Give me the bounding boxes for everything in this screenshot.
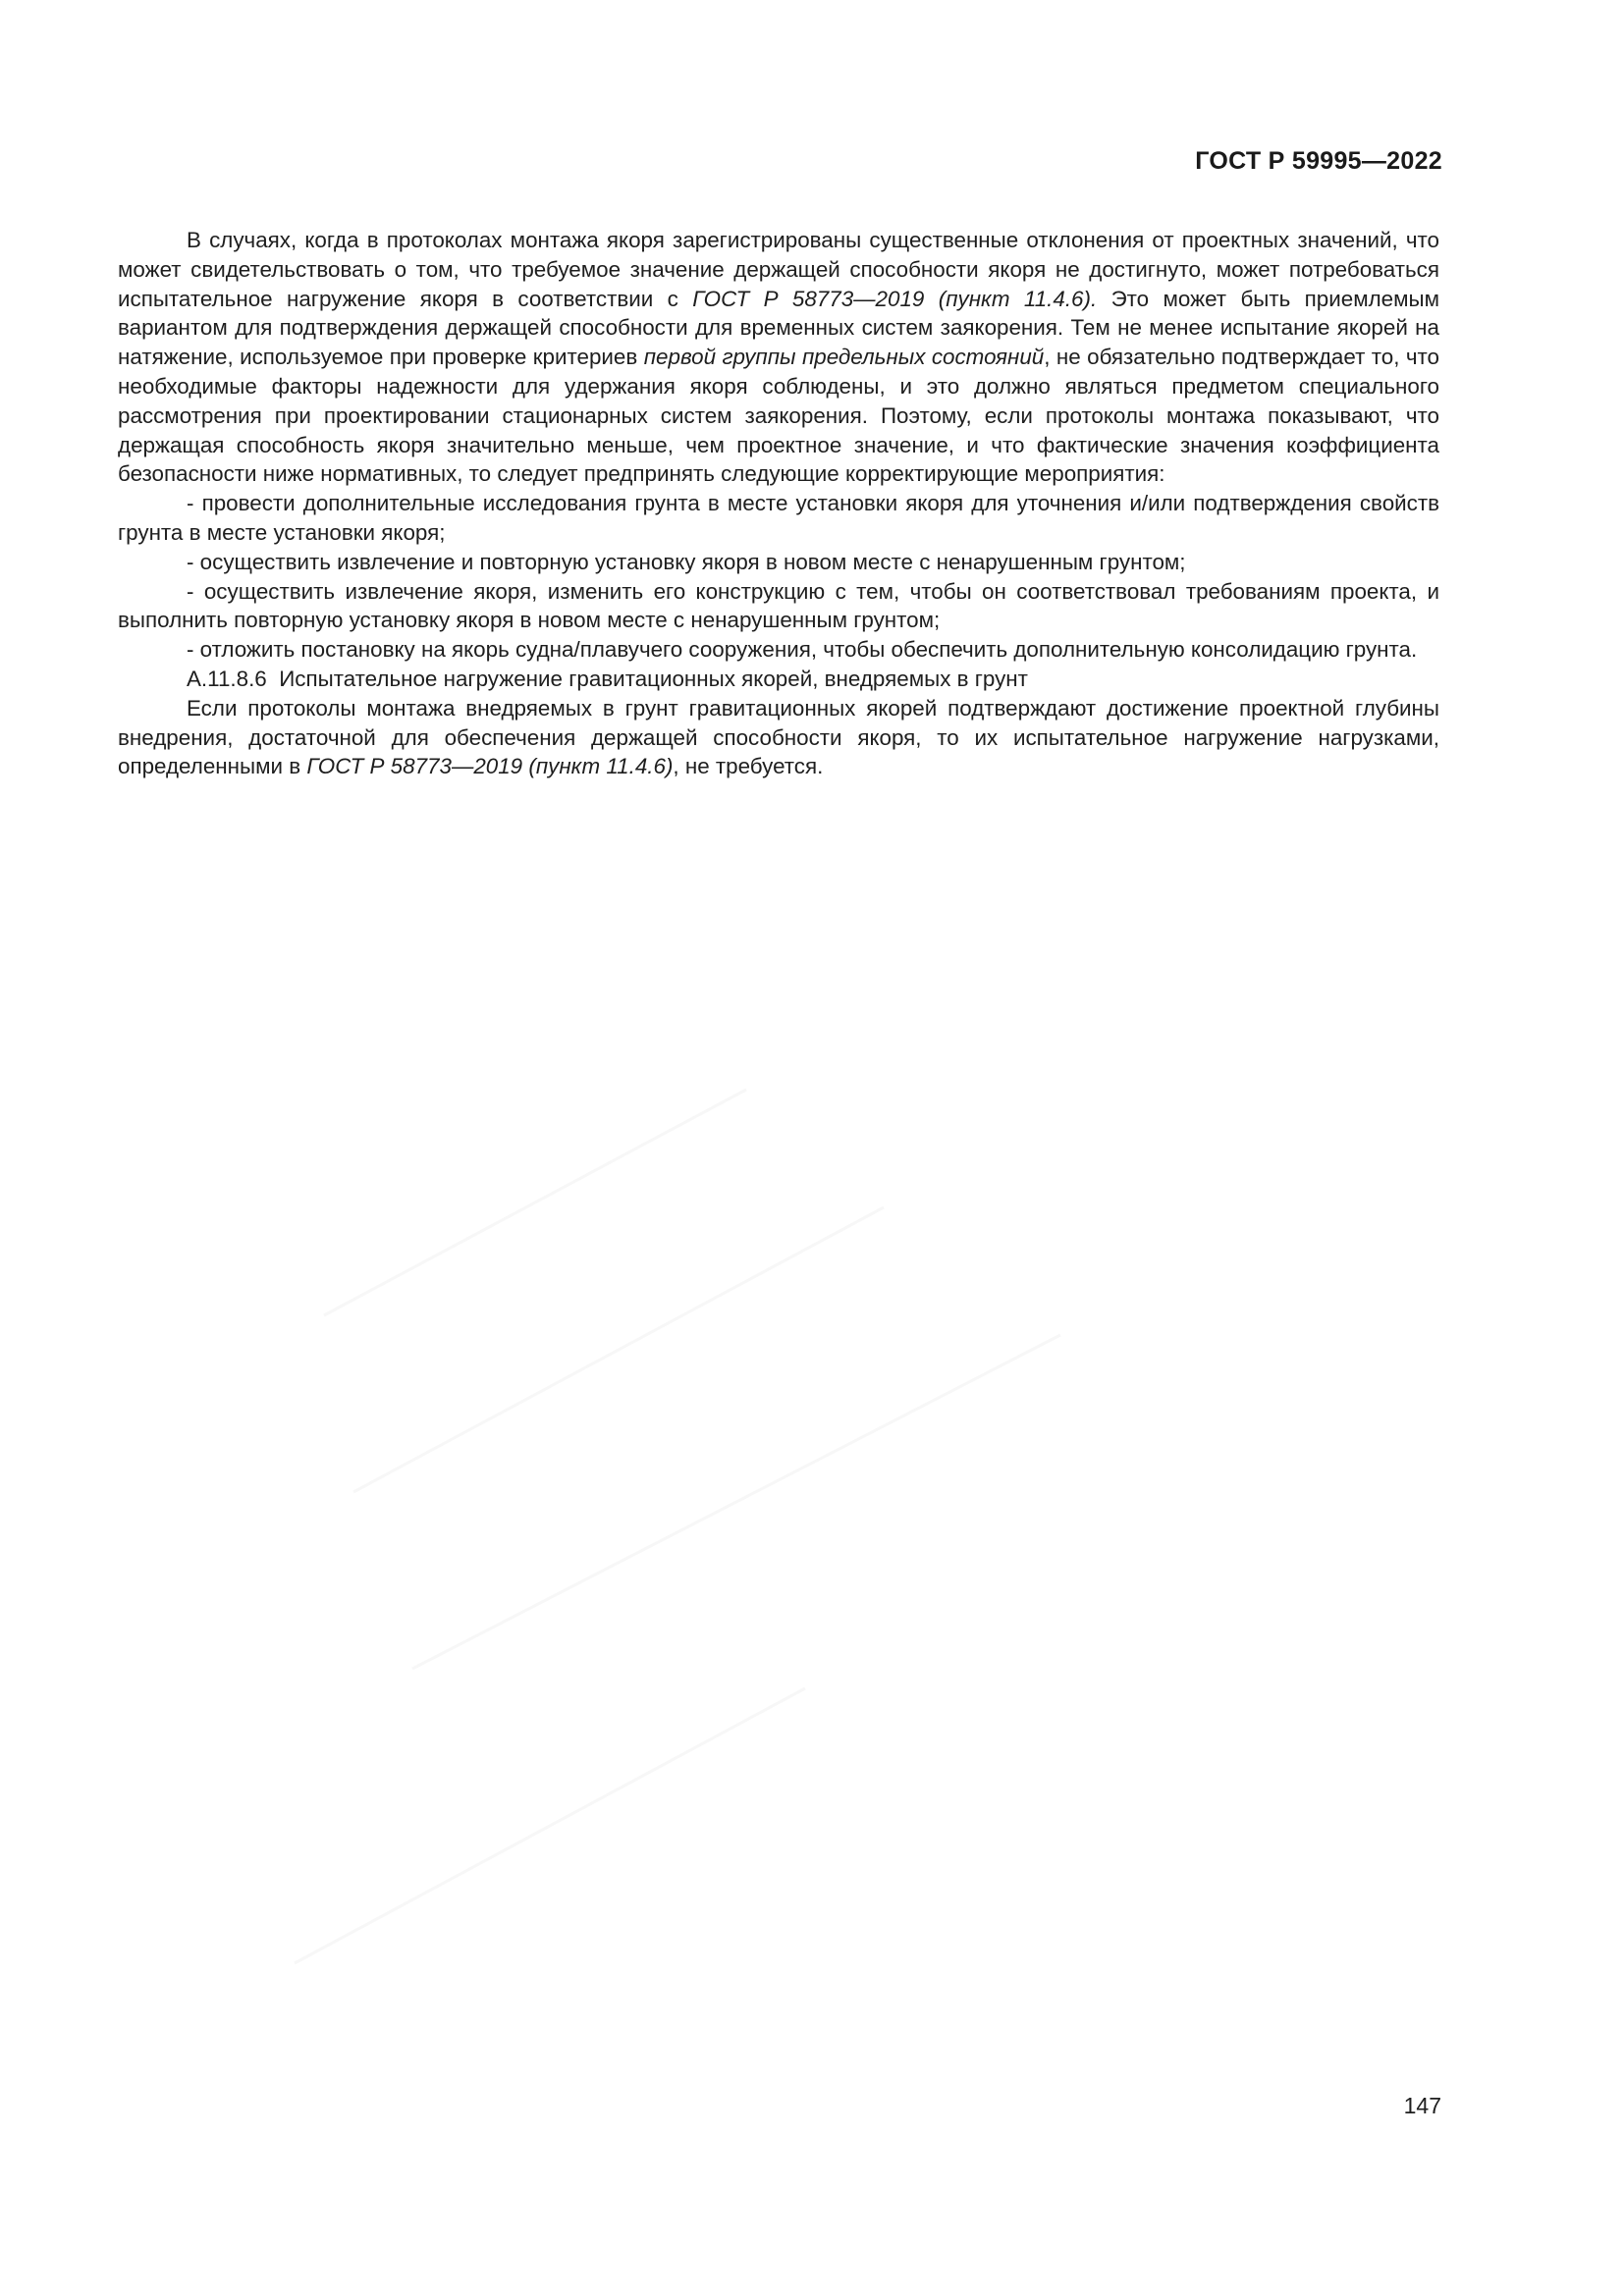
- paragraph-text: Это может быть приемлемым вариантом для подтверждения держащей способности для временных систем заякорения. Тем не менее испытание якорей на натяжение, используемое при проверке критериев: [118, 286, 1440, 370]
- section-number: А.11.8.6: [187, 666, 267, 691]
- intro-paragraph: [118, 226, 1439, 489]
- paragraph-text: , не требуется.: [673, 754, 824, 779]
- document-code-header: ГОСТ Р 59995—2022: [1195, 147, 1442, 175]
- page-number: 147: [1403, 2093, 1441, 2118]
- document-body: [118, 226, 1439, 781]
- section-title: Испытательное нагружение гравитационных якорей, внедряемых в грунт: [279, 666, 1028, 691]
- paragraph-text: В случаях, когда в протоколах монтажа якоря зарегистрированы существенные отклонения от проектных значений, что может свидетельствовать о том, что требуемое значение держащей способности якоря не достигнуто, может потребоваться испытательное нагружение якоря в соответствии с: [118, 228, 1439, 311]
- section-heading: [118, 665, 1439, 694]
- paragraph-text: Если протоколы монтажа внедряемых в грунт гравитационных якорей подтверждают достижение проектной глубины внедрения, достаточной для обеспечения держащей способности якоря, то их испытательное нагружение нагрузками, определенными в: [118, 695, 1439, 779]
- standard-reference: ГОСТ Р 58773—2019 (пункт 11.4.6).: [692, 286, 1098, 311]
- list-item: - осуществить извлечение и повторную установку якоря в новом месте с ненарушенным грунтом;: [187, 549, 1186, 574]
- emphasized-term: первой группы предельных состояний: [643, 345, 1045, 370]
- gravity-anchor-paragraph: [118, 694, 1439, 781]
- list-item: - отложить постановку на якорь судна/плавучего сооружения, чтобы обеспечить дополнительную консолидацию грунта.: [187, 637, 1418, 663]
- paragraph-text: , не обязательно подтверждает то, что необходимые факторы надежности для удержания якоря соблюдены, и это должно являться предметом специального рассмотрения при проектировании стационарных систем заякорения. Поэтому, если протоколы монтажа показывают, что держащая способность якоря значительно меньше, чем проектное значение, и что фактические значения коэффициента безопасности ниже нормативных, то следует предпринять следующие корректирующие мероприятия:: [118, 345, 1439, 487]
- list-item: - провести дополнительные исследования грунта в месте установки якоря для уточнения и/или подтверждения свойств грунта в месте установки якоря;: [118, 491, 1439, 545]
- standard-reference: ГОСТ Р 58773—2019 (пункт 11.4.6): [306, 754, 674, 779]
- list-item: - осуществить извлечение якоря, изменить его конструкцию с тем, чтобы он соответствовал требованиям проекта, и выполнить повторную установку якоря в новом месте с ненарушенным грунтом;: [118, 578, 1439, 633]
